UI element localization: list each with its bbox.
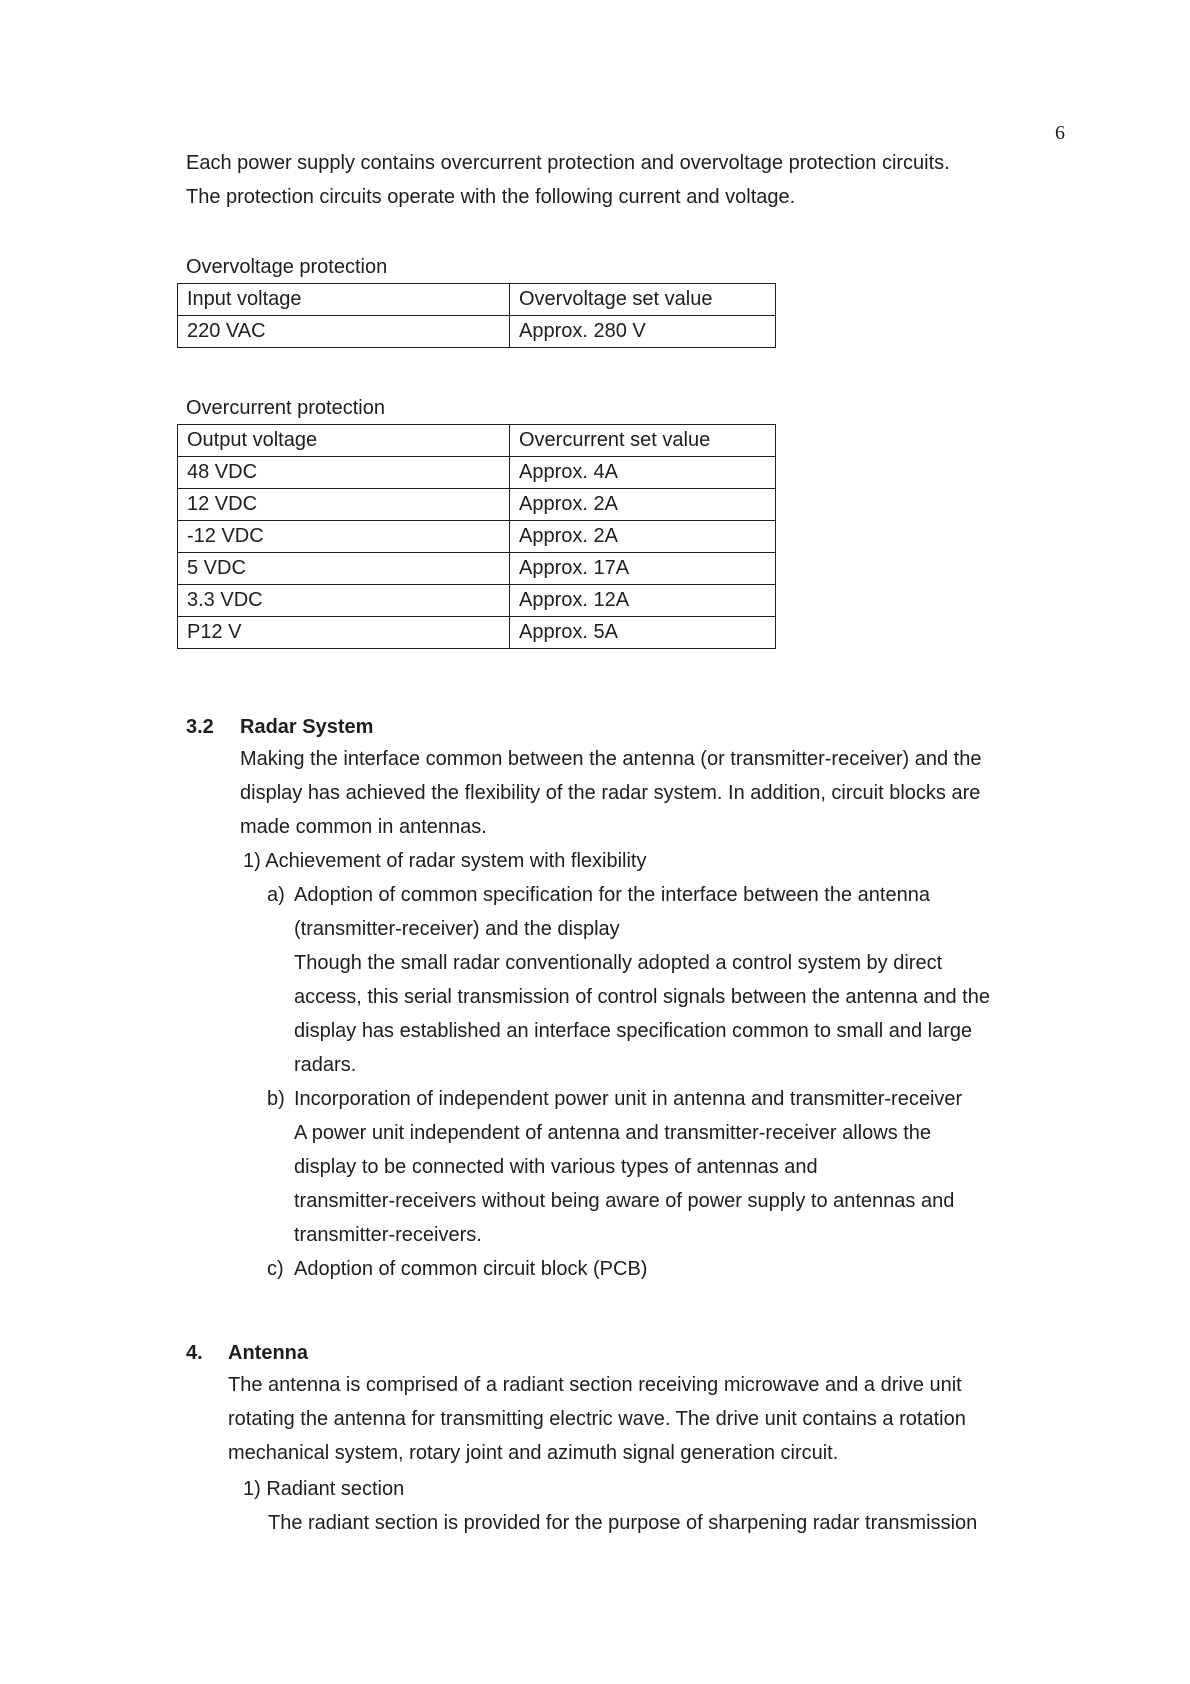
- item-c-label: c): [267, 1258, 284, 1280]
- overvoltage-table: [177, 283, 776, 348]
- table-header-cell: Overvoltage set value: [510, 284, 776, 316]
- table-header-cell: Output voltage: [178, 425, 510, 457]
- table-cell: Approx. 2A: [510, 489, 776, 521]
- overcurrent-caption: Overcurrent protection: [186, 397, 385, 419]
- table-cell: -12 VDC: [178, 521, 510, 553]
- item-c-title: Adoption of common circuit block (PCB): [294, 1258, 648, 1280]
- table-header-row: [178, 284, 776, 316]
- table-cell: 3.3 VDC: [178, 585, 510, 617]
- table-header-cell: Input voltage: [178, 284, 510, 316]
- section-4-para-line: rotating the antenna for transmitting electric wave. The drive unit contains a rotation: [228, 1408, 966, 1430]
- item-a-body-line: Though the small radar conventionally adopted a control system by direct: [294, 952, 943, 974]
- table-cell: 48 VDC: [178, 457, 510, 489]
- table-row: [178, 521, 776, 553]
- table-cell: 5 VDC: [178, 553, 510, 585]
- item-a-body-line: radars.: [294, 1054, 357, 1076]
- table-cell: Approx. 4A: [510, 457, 776, 489]
- section-3-2-item-1: 1) Achievement of radar system with flexibility: [243, 850, 647, 872]
- section-4-para-line: mechanical system, rotary joint and azimuth signal generation circuit.: [228, 1442, 839, 1464]
- item-a-body-line: access, this serial transmission of control signals between the antenna and the: [294, 986, 990, 1008]
- overcurrent-table: [177, 424, 776, 649]
- item-a-body-line: display has established an interface specification common to small and large: [294, 1020, 973, 1042]
- item-b-label: b): [267, 1088, 285, 1110]
- item-b-body-line: transmitter-receivers without being aware of power supply to antennas and: [294, 1190, 955, 1212]
- item-b-title: Incorporation of independent power unit in antenna and transmitter-receiver: [294, 1088, 963, 1110]
- table-cell: 12 VDC: [178, 489, 510, 521]
- item-a-title-line: (transmitter-receiver) and the display: [294, 918, 620, 940]
- section-3-2-para-line: made common in antennas.: [240, 816, 487, 838]
- table-cell: Approx. 12A: [510, 585, 776, 617]
- item-a-label: a): [267, 884, 285, 906]
- section-4-item-1: 1) Radiant section: [243, 1478, 405, 1500]
- section-3-2-para-line: display has achieved the flexibility of the radar system. In addition, circuit blocks are: [240, 782, 981, 804]
- intro-line-1: Each power supply contains overcurrent protection and overvoltage protection circuits.: [186, 152, 950, 174]
- section-4-para-line: The antenna is comprised of a radiant section receiving microwave and a drive unit: [228, 1374, 962, 1396]
- table-row: [178, 553, 776, 585]
- section-4-item-1-body: The radiant section is provided for the purpose of sharpening radar transmission: [268, 1512, 978, 1534]
- item-a-title-line: Adoption of common specification for the interface between the antenna: [294, 884, 930, 906]
- section-4-title: Antenna: [228, 1342, 308, 1364]
- table-header-row: [178, 425, 776, 457]
- item-b-body-line: transmitter-receivers.: [294, 1224, 482, 1246]
- table-row: [178, 617, 776, 649]
- section-3-2-number: 3.2: [186, 716, 214, 738]
- table-cell: Approx. 280 V: [510, 316, 776, 348]
- table-row: [178, 489, 776, 521]
- table-cell: Approx. 17A: [510, 553, 776, 585]
- item-b-body-line: display to be connected with various types of antennas and: [294, 1156, 818, 1178]
- table-cell: P12 V: [178, 617, 510, 649]
- overvoltage-caption: Overvoltage protection: [186, 256, 388, 278]
- page-number: 6: [1055, 122, 1065, 144]
- table-header-cell: Overcurrent set value: [510, 425, 776, 457]
- table-cell: 220 VAC: [178, 316, 510, 348]
- table-cell: Approx. 5A: [510, 617, 776, 649]
- section-3-2-para-line: Making the interface common between the antenna (or transmitter-receiver) and the: [240, 748, 982, 770]
- item-b-body-line: A power unit independent of antenna and transmitter-receiver allows the: [294, 1122, 932, 1144]
- section-3-2-title: Radar System: [240, 716, 374, 738]
- table-row: [178, 457, 776, 489]
- table-row: [178, 585, 776, 617]
- section-4-number: 4.: [186, 1342, 203, 1364]
- table-cell: Approx. 2A: [510, 521, 776, 553]
- table-row: [178, 316, 776, 348]
- intro-line-2: The protection circuits operate with the following current and voltage.: [186, 186, 796, 208]
